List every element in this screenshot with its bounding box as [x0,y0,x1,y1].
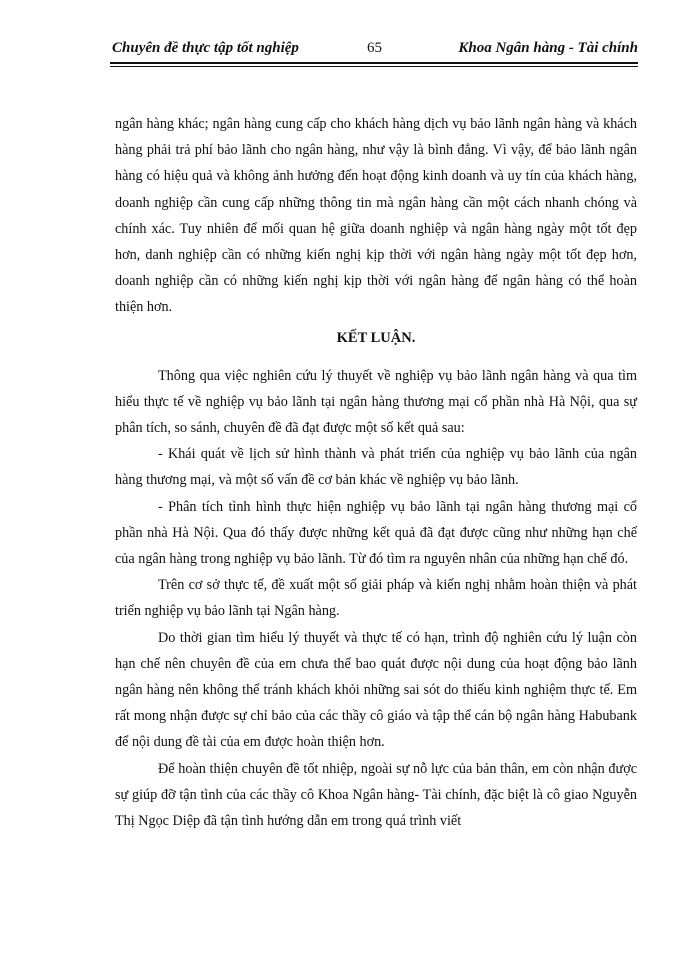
conclusion-paragraph-3: - Phân tích tình hình thực hiện nghiệp vụ bảo lãnh tại ngân hàng thương mại cổ phần nhà Hà Nội. Qua đó thấy được những kết quả đã đạt được cũng như những hạn chế của ngân hàng trong nghiệp vụ bảo lãnh. Từ đó tìm ra nguyên nhân của những hạn chế đó. [115,498,637,568]
document-body [115,111,637,834]
section-title: KẾT LUẬN. [336,329,416,346]
conclusion-paragraph-1: Thông qua việc nghiên cứu lý thuyết về nghiệp vụ bảo lãnh ngân hàng và qua tìm hiểu thực tế về nghiệp vụ bảo lãnh tại ngân hàng thương mại cổ phần nhà Hà Nội, qua sự phân tích, so sánh, chuyên đề đã đạt được một số kết quả sau: [115,367,637,437]
header-title-left: Chuyên đề thực tập tốt nghiệp [112,40,299,56]
conclusion-paragraph-2: - Khái quát về lịch sử hình thành và phát triển của nghiệp vụ bảo lãnh của ngân hàng thương mại, và một số vấn đề cơ bản khác về nghiệp vụ bảo lãnh. [115,446,637,489]
header-rule-thin [110,66,638,67]
conclusion-paragraph-6: Để hoàn thiện chuyên đề tốt nhiệp, ngoài sự nỗ lực của bản thân, em còn nhận được sự giúp đỡ tận tình của các thầy cô Khoa Ngân hàng- Tài chính, đặc biệt là cô giao Nguyễn Thị Ngọc Diệp đã tận tình hướng dẫn em trong quá trình viết [115,760,637,830]
page-number: 65 [367,40,382,56]
page-header [112,40,638,64]
conclusion-paragraph-5: Do thời gian tìm hiểu lý thuyết và thực tế có hạn, trình độ nghiên cứu lý luận còn hạn chế nên chuyên đề của em chưa thể bao quát được nội dung của hoạt động bảo lãnh ngân hàng nên không thể tránh khách khỏi những sai sót do thiếu kinh nghiệm thực tế. Em rất mong nhận được sự chỉ bảo của các thầy cô giáo và tập thể cán bộ ngân hàng Habubank để nội dung đề tài của em được hoàn thiện hơn. [115,629,637,751]
header-title-right: Khoa Ngân hàng - Tài chính [458,40,638,56]
header-rule-thick [110,62,638,64]
conclusion-paragraph-4: Trên cơ sở thực tế, đề xuất một số giải pháp và kiến nghị nhằm hoàn thiện và phát triển nghiệp vụ bảo lãnh tại Ngân hàng. [115,577,637,620]
intro-paragraph: ngân hàng khác; ngân hàng cung cấp cho khách hàng dịch vụ bảo lãnh ngân hàng và khách hàng phải trả phí bảo lãnh cho ngân hàng, như vậy là bình đẳng. Vì vậy, để bảo lãnh ngân hàng có hiệu quả và không ảnh hưởng đến hoạt động kinh doanh và uy tín của khách hàng, doanh nghiệp cần cung cấp những thông tin mà ngân hàng cần một cách nhanh chóng và chính xác. Tuy nhiên để mối quan hệ giữa doanh nghiệp và ngân hàng ngày một tốt đẹp hơn, danh nghiệp cần có những kiến nghị kịp thời với ngân hàng ngày một tốt đẹp hơn, doanh nghiệp cần có những kiến nghị kịp thời với ngân hàng để ngân hàng có thể hoàn thiện hơn. [115,116,637,316]
